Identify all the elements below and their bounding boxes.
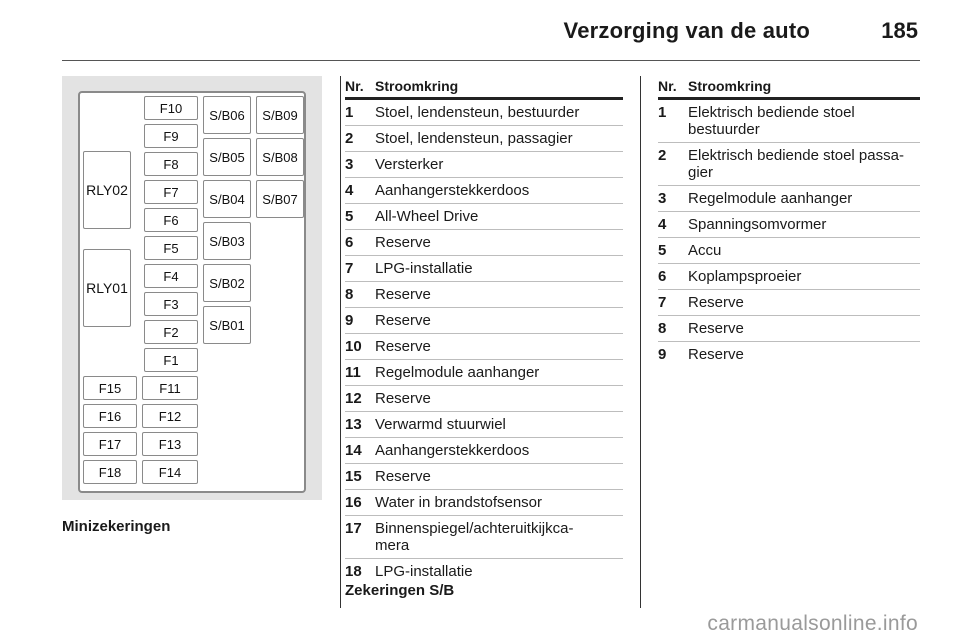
row-circuit: Reserve bbox=[375, 338, 431, 355]
row-circuit: Verwarmd stuurwiel bbox=[375, 416, 506, 433]
mini-fuse-table bbox=[345, 78, 623, 584]
fuse-sb08: S/B08 bbox=[256, 138, 304, 176]
table-row bbox=[345, 230, 623, 256]
header-circuit: Stroomkring bbox=[375, 78, 459, 94]
fuse-sb01: S/B01 bbox=[203, 306, 251, 344]
row-number: 7 bbox=[345, 260, 354, 277]
row-number: 18 bbox=[345, 563, 362, 580]
row-number: 12 bbox=[345, 390, 362, 407]
row-circuit: Reserve bbox=[375, 390, 431, 407]
fuse-f10: F10 bbox=[144, 96, 198, 120]
row-number: 5 bbox=[658, 242, 667, 259]
table-header bbox=[345, 78, 623, 100]
table-row bbox=[658, 342, 920, 367]
table-row bbox=[345, 490, 623, 516]
table-row bbox=[658, 212, 920, 238]
fuse-f16: F16 bbox=[83, 404, 137, 428]
row-number: 16 bbox=[345, 494, 362, 511]
fuse-f11: F11 bbox=[142, 376, 198, 400]
fuse-f12: F12 bbox=[142, 404, 198, 428]
header-circuit: Stroomkring bbox=[688, 78, 772, 94]
row-number: 2 bbox=[658, 147, 667, 164]
fuse-f2: F2 bbox=[144, 320, 198, 344]
row-number: 11 bbox=[345, 364, 361, 381]
watermark-text: carmanualsonline.info bbox=[707, 612, 918, 635]
row-circuit: Accu bbox=[688, 242, 722, 259]
row-number: 2 bbox=[345, 130, 354, 147]
row-number: 6 bbox=[345, 234, 354, 251]
fuse-f4: F4 bbox=[144, 264, 198, 288]
table-row bbox=[345, 412, 623, 438]
row-circuit: All-Wheel Drive bbox=[375, 208, 479, 225]
fuse-sb03: S/B03 bbox=[203, 222, 251, 260]
page-header-title: Verzorging van de auto bbox=[563, 18, 810, 43]
table-row bbox=[345, 334, 623, 360]
row-number: 5 bbox=[345, 208, 354, 225]
row-circuit: Elektrisch bediende stoel bestuurder bbox=[688, 104, 855, 138]
fuse-sb05: S/B05 bbox=[203, 138, 251, 176]
row-number: 3 bbox=[658, 190, 667, 207]
relay-rly02: RLY02 bbox=[83, 151, 131, 229]
fuse-f14: F14 bbox=[142, 460, 198, 484]
table-row bbox=[345, 204, 623, 230]
row-number: 15 bbox=[345, 468, 362, 485]
fuse-f6: F6 bbox=[144, 208, 198, 232]
table-row bbox=[658, 290, 920, 316]
row-number: 3 bbox=[345, 156, 354, 173]
row-number: 8 bbox=[345, 286, 354, 303]
table-row bbox=[345, 559, 623, 584]
table-body bbox=[658, 100, 920, 367]
column-divider-right bbox=[640, 76, 641, 608]
fuse-f9: F9 bbox=[144, 124, 198, 148]
fuse-f17: F17 bbox=[83, 432, 137, 456]
row-circuit: Elektrisch bediende stoel passa- gier bbox=[688, 147, 904, 181]
row-circuit: Reserve bbox=[375, 312, 431, 329]
row-circuit: Reserve bbox=[688, 320, 744, 337]
table-row bbox=[345, 438, 623, 464]
column-divider-left bbox=[340, 76, 341, 608]
table-row bbox=[345, 516, 623, 559]
table-row bbox=[658, 186, 920, 212]
row-circuit: Reserve bbox=[375, 234, 431, 251]
fuse-f13: F13 bbox=[142, 432, 198, 456]
row-circuit: Regelmodule aanhanger bbox=[375, 364, 540, 381]
row-circuit: Aanhangerstekkerdoos bbox=[375, 442, 530, 459]
row-circuit: Regelmodule aanhanger bbox=[688, 190, 853, 207]
row-circuit: Reserve bbox=[375, 286, 431, 303]
row-number: 9 bbox=[345, 312, 354, 329]
table-row bbox=[345, 178, 623, 204]
table-row bbox=[345, 464, 623, 490]
row-number: 14 bbox=[345, 442, 362, 459]
row-circuit: Spanningsomvormer bbox=[688, 216, 827, 233]
table-row bbox=[345, 360, 623, 386]
diagram-caption: Minizekeringen bbox=[62, 518, 171, 535]
fuse-sb02: S/B02 bbox=[203, 264, 251, 302]
table-row bbox=[658, 100, 920, 143]
row-circuit: Aanhangerstekkerdoos bbox=[375, 182, 530, 199]
table-row bbox=[658, 264, 920, 290]
fuse-f5: F5 bbox=[144, 236, 198, 260]
row-number: 13 bbox=[345, 416, 362, 433]
fuse-f18: F18 bbox=[83, 460, 137, 484]
row-circuit: Stoel, lendensteun, bestuurder bbox=[375, 104, 580, 121]
row-number: 10 bbox=[345, 338, 362, 355]
fuse-f3: F3 bbox=[144, 292, 198, 316]
table-row bbox=[658, 238, 920, 264]
row-circuit: LPG-installatie bbox=[375, 563, 473, 580]
table-row bbox=[345, 126, 623, 152]
fuse-box-diagram bbox=[62, 76, 322, 500]
row-number: 4 bbox=[658, 216, 667, 233]
fuse-sb04: S/B04 bbox=[203, 180, 251, 218]
table-row bbox=[345, 100, 623, 126]
page-number: 185 bbox=[881, 18, 918, 43]
fuse-sb07: S/B07 bbox=[256, 180, 304, 218]
table-row bbox=[345, 282, 623, 308]
header-nr: Nr. bbox=[345, 78, 364, 94]
fuse-f8: F8 bbox=[144, 152, 198, 176]
table-row bbox=[345, 386, 623, 412]
row-number: 4 bbox=[345, 182, 354, 199]
sb-fuse-table bbox=[658, 78, 920, 367]
table-row bbox=[658, 316, 920, 342]
row-circuit: Reserve bbox=[688, 294, 744, 311]
row-number: 1 bbox=[345, 104, 354, 121]
table-row bbox=[345, 308, 623, 334]
row-number: 6 bbox=[658, 268, 667, 285]
section-label-sb: Zekeringen S/B bbox=[345, 582, 455, 599]
row-circuit: LPG-installatie bbox=[375, 260, 473, 277]
row-circuit: Reserve bbox=[375, 468, 431, 485]
fuse-f1: F1 bbox=[144, 348, 198, 372]
fuse-f7: F7 bbox=[144, 180, 198, 204]
table-header bbox=[658, 78, 920, 100]
fuse-sb06: S/B06 bbox=[203, 96, 251, 134]
relay-rly01: RLY01 bbox=[83, 249, 131, 327]
row-circuit: Stoel, lendensteun, passagier bbox=[375, 130, 573, 147]
row-number: 9 bbox=[658, 346, 667, 363]
row-circuit: Water in brandstofsensor bbox=[375, 494, 543, 511]
fuse-box-panel bbox=[78, 91, 306, 493]
row-number: 1 bbox=[658, 104, 667, 121]
row-circuit: Binnenspiegel/achteruitkijkca- mera bbox=[375, 520, 574, 554]
header-nr: Nr. bbox=[658, 78, 677, 94]
table-row bbox=[658, 143, 920, 186]
fuse-f15: F15 bbox=[83, 376, 137, 400]
row-number: 8 bbox=[658, 320, 667, 337]
table-row bbox=[345, 152, 623, 178]
row-circuit: Koplampsproeier bbox=[688, 268, 802, 285]
row-number: 17 bbox=[345, 520, 362, 537]
row-circuit: Reserve bbox=[688, 346, 744, 363]
table-body bbox=[345, 100, 623, 584]
table-row bbox=[345, 256, 623, 282]
row-circuit: Versterker bbox=[375, 156, 444, 173]
row-number: 7 bbox=[658, 294, 667, 311]
header-divider bbox=[62, 60, 920, 61]
fuse-sb09: S/B09 bbox=[256, 96, 304, 134]
